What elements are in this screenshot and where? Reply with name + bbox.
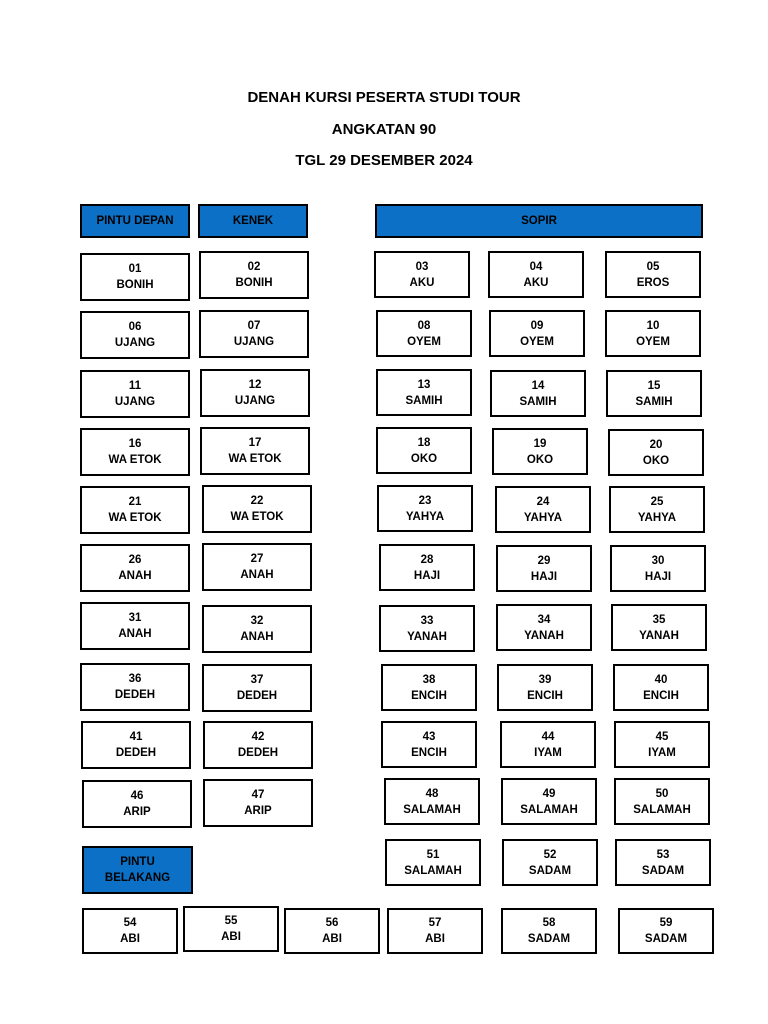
seat-name: UJANG bbox=[234, 395, 276, 407]
seat-33 bbox=[379, 605, 475, 652]
seat-name: ANAH bbox=[240, 631, 274, 643]
seat-36 bbox=[80, 663, 190, 711]
seat-number: 38 bbox=[422, 673, 436, 686]
seat-number: 27 bbox=[250, 553, 264, 565]
seat-name: ABI bbox=[322, 933, 342, 945]
seat-number: 11 bbox=[128, 380, 142, 392]
seat-name: ENCIH bbox=[411, 746, 447, 759]
seat-name: ABI bbox=[221, 931, 241, 943]
seat-35 bbox=[611, 604, 707, 651]
seat-45 bbox=[614, 721, 710, 768]
seat-48 bbox=[384, 778, 480, 825]
seat-04 bbox=[488, 251, 584, 298]
seat-name: BONIH bbox=[235, 277, 273, 289]
seat-name: OYEM bbox=[520, 335, 554, 348]
seat-name: EROS bbox=[636, 276, 670, 289]
seat-name: UJANG bbox=[114, 337, 156, 349]
kenek-label bbox=[198, 204, 308, 238]
seat-44 bbox=[500, 721, 596, 768]
seat-name: WA ETOK bbox=[228, 453, 282, 465]
seat-number: 43 bbox=[422, 730, 436, 743]
seat-name: DEDEH bbox=[115, 747, 157, 759]
seat-number: 41 bbox=[129, 731, 143, 743]
seat-number: 46 bbox=[130, 790, 144, 802]
seat-name: ARIP bbox=[123, 806, 151, 818]
seat-name: IYAM bbox=[648, 746, 676, 759]
seat-number: 30 bbox=[651, 554, 665, 567]
seat-name: DEDEH bbox=[114, 689, 156, 701]
seat-18 bbox=[376, 427, 472, 474]
seat-name: SALAMAH bbox=[403, 803, 461, 816]
seat-name: HAJI bbox=[644, 570, 672, 583]
seat-number: 54 bbox=[123, 917, 137, 929]
seat-number: 15 bbox=[647, 379, 661, 392]
seat-name: OYEM bbox=[636, 335, 670, 348]
seat-16 bbox=[80, 428, 190, 476]
seat-number: 09 bbox=[530, 319, 544, 332]
seat-number: 59 bbox=[659, 917, 673, 929]
seat-number: 20 bbox=[649, 438, 663, 451]
seat-21 bbox=[80, 486, 190, 534]
seat-28 bbox=[379, 544, 475, 591]
seat-47 bbox=[203, 779, 313, 827]
seat-19 bbox=[492, 428, 588, 475]
seat-43 bbox=[381, 721, 477, 768]
seat-number: 49 bbox=[542, 787, 556, 800]
seat-number: 52 bbox=[543, 848, 557, 861]
seat-number: 26 bbox=[128, 554, 142, 566]
seat-40 bbox=[613, 664, 709, 711]
seat-number: 14 bbox=[531, 379, 545, 392]
seat-06 bbox=[80, 311, 190, 359]
seat-number: 56 bbox=[325, 917, 339, 929]
seat-number: 47 bbox=[251, 789, 265, 801]
seat-51 bbox=[385, 839, 481, 886]
seat-number: 35 bbox=[652, 613, 666, 626]
seat-number: 32 bbox=[250, 615, 264, 627]
seat-name: HAJI bbox=[530, 570, 558, 583]
seat-number: 50 bbox=[655, 787, 669, 800]
seat-55 bbox=[183, 906, 279, 952]
seat-58 bbox=[501, 908, 597, 954]
seat-name: WA ETOK bbox=[230, 511, 284, 523]
seat-name: AKU bbox=[523, 276, 549, 289]
seat-02 bbox=[199, 251, 309, 299]
seat-name: SALAMAH bbox=[404, 864, 462, 877]
driver-text: SOPIR bbox=[521, 215, 557, 227]
front-door-text: PINTU DEPAN bbox=[96, 215, 174, 227]
seat-name: WA ETOK bbox=[108, 454, 162, 466]
seat-number: 40 bbox=[654, 673, 668, 686]
seat-number: 05 bbox=[646, 260, 660, 273]
seat-number: 58 bbox=[542, 917, 556, 929]
seat-name: OKO bbox=[526, 453, 554, 466]
seat-name: SADAM bbox=[528, 864, 572, 877]
seat-name: SADAM bbox=[641, 864, 685, 877]
seat-53 bbox=[615, 839, 711, 886]
seat-name: SADAM bbox=[527, 933, 571, 945]
seat-name: WA ETOK bbox=[108, 512, 162, 524]
seat-number: 37 bbox=[250, 674, 264, 686]
seat-name: ABI bbox=[120, 933, 140, 945]
page-title: DENAH KURSI PESERTA STUDI TOUR bbox=[247, 89, 521, 106]
seat-name: SALAMAH bbox=[633, 803, 691, 816]
seat-13 bbox=[376, 369, 472, 416]
seat-name: UJANG bbox=[114, 396, 156, 408]
seat-number: 29 bbox=[537, 554, 551, 567]
seat-name: YANAH bbox=[524, 629, 564, 642]
seat-number: 06 bbox=[128, 321, 142, 333]
seat-name: SADAM bbox=[644, 933, 688, 945]
seat-number: 18 bbox=[417, 436, 431, 449]
seat-number: 51 bbox=[426, 848, 440, 861]
seat-31 bbox=[80, 602, 190, 650]
seat-name: OKO bbox=[410, 452, 438, 465]
seat-name: OKO bbox=[642, 454, 670, 467]
seat-name: SAMIH bbox=[519, 395, 557, 408]
rear-door-text-2: BELAKANG bbox=[104, 872, 171, 884]
seat-number: 02 bbox=[247, 261, 261, 273]
seat-number: 04 bbox=[529, 260, 543, 273]
seat-41 bbox=[81, 721, 191, 769]
seat-name: AKU bbox=[409, 276, 435, 289]
seat-number: 17 bbox=[248, 437, 262, 449]
seat-name: OYEM bbox=[407, 335, 441, 348]
front-door-label bbox=[80, 204, 190, 238]
seat-name: ABI bbox=[425, 933, 445, 945]
seat-name: UJANG bbox=[233, 336, 275, 348]
seat-number: 57 bbox=[428, 917, 442, 929]
seat-25 bbox=[609, 486, 705, 533]
seat-10 bbox=[605, 310, 701, 357]
rear-door-text-1: PINTU bbox=[120, 856, 155, 868]
seat-name: DEDEH bbox=[236, 690, 278, 702]
seat-number: 24 bbox=[536, 495, 550, 508]
seat-name: HAJI bbox=[413, 569, 441, 582]
seat-name: BONIH bbox=[116, 279, 154, 291]
seat-57 bbox=[387, 908, 483, 954]
seat-59 bbox=[618, 908, 714, 954]
seat-number: 39 bbox=[538, 673, 552, 686]
seat-09 bbox=[489, 310, 585, 357]
seat-number: 13 bbox=[417, 378, 431, 391]
seat-07 bbox=[199, 310, 309, 358]
seat-37 bbox=[202, 664, 312, 712]
seat-number: 36 bbox=[128, 673, 142, 685]
seat-name: ARIP bbox=[244, 805, 272, 817]
seat-11 bbox=[80, 370, 190, 418]
seat-name: ENCIH bbox=[527, 689, 563, 702]
seat-name: SAMIH bbox=[405, 394, 443, 407]
seat-number: 07 bbox=[247, 320, 261, 332]
seat-name: YAHYA bbox=[405, 510, 445, 523]
seat-27 bbox=[202, 543, 312, 591]
seat-number: 25 bbox=[650, 495, 664, 508]
seat-12 bbox=[200, 369, 310, 417]
page-date: TGL 29 DESEMBER 2024 bbox=[295, 152, 473, 169]
seat-56 bbox=[284, 908, 380, 954]
seat-number: 21 bbox=[128, 496, 142, 508]
seat-30 bbox=[610, 545, 706, 592]
seat-29 bbox=[496, 545, 592, 592]
seat-number: 28 bbox=[420, 553, 434, 566]
seat-name: ENCIH bbox=[411, 689, 447, 702]
seat-01 bbox=[80, 253, 190, 301]
seat-name: IYAM bbox=[534, 746, 562, 759]
seat-name: YAHYA bbox=[523, 511, 563, 524]
seat-50 bbox=[614, 778, 710, 825]
seat-number: 19 bbox=[533, 437, 547, 450]
seat-46 bbox=[82, 780, 192, 828]
seat-39 bbox=[497, 664, 593, 711]
seat-15 bbox=[606, 370, 702, 417]
seat-number: 53 bbox=[656, 848, 670, 861]
seat-name: YANAH bbox=[407, 630, 447, 643]
page-subtitle: ANGKATAN 90 bbox=[331, 121, 437, 138]
seat-17 bbox=[200, 427, 310, 475]
seat-number: 55 bbox=[224, 915, 238, 927]
seat-number: 48 bbox=[425, 787, 439, 800]
rear-door-label bbox=[82, 846, 193, 894]
seat-54 bbox=[82, 908, 178, 954]
seat-name: ANAH bbox=[118, 570, 152, 582]
seat-name: ANAH bbox=[118, 628, 152, 640]
seat-49 bbox=[501, 778, 597, 825]
seat-32 bbox=[202, 605, 312, 653]
seat-number: 33 bbox=[420, 614, 434, 627]
seat-05 bbox=[605, 251, 701, 298]
seat-22 bbox=[202, 485, 312, 533]
kenek-text: KENEK bbox=[232, 215, 274, 227]
seat-name: YANAH bbox=[639, 629, 679, 642]
seat-name: ENCIH bbox=[643, 689, 679, 702]
seat-20 bbox=[608, 429, 704, 476]
seat-24 bbox=[495, 486, 591, 533]
seat-34 bbox=[496, 604, 592, 651]
seat-38 bbox=[381, 664, 477, 711]
seat-number: 10 bbox=[646, 319, 660, 332]
seat-08 bbox=[376, 310, 472, 357]
seat-name: ANAH bbox=[240, 569, 274, 581]
seat-number: 03 bbox=[415, 260, 429, 273]
seat-number: 23 bbox=[418, 494, 432, 507]
seat-number: 45 bbox=[655, 730, 669, 743]
seat-52 bbox=[502, 839, 598, 886]
seat-03 bbox=[374, 251, 470, 298]
seat-name: SAMIH bbox=[635, 395, 673, 408]
seat-number: 22 bbox=[250, 495, 264, 507]
seat-name: DEDEH bbox=[237, 747, 279, 759]
seat-number: 01 bbox=[128, 263, 142, 275]
seat-number: 42 bbox=[251, 731, 265, 743]
seat-number: 08 bbox=[417, 319, 431, 332]
seat-14 bbox=[490, 370, 586, 417]
seat-name: SALAMAH bbox=[520, 803, 578, 816]
seat-number: 31 bbox=[128, 612, 142, 624]
seat-number: 34 bbox=[537, 613, 551, 626]
seat-23 bbox=[377, 485, 473, 532]
seat-number: 44 bbox=[541, 730, 555, 743]
seat-42 bbox=[203, 721, 313, 769]
driver-label bbox=[375, 204, 703, 238]
seat-26 bbox=[80, 544, 190, 592]
seat-number: 12 bbox=[248, 379, 262, 391]
seat-name: YAHYA bbox=[637, 511, 677, 524]
seat-number: 16 bbox=[128, 438, 142, 450]
